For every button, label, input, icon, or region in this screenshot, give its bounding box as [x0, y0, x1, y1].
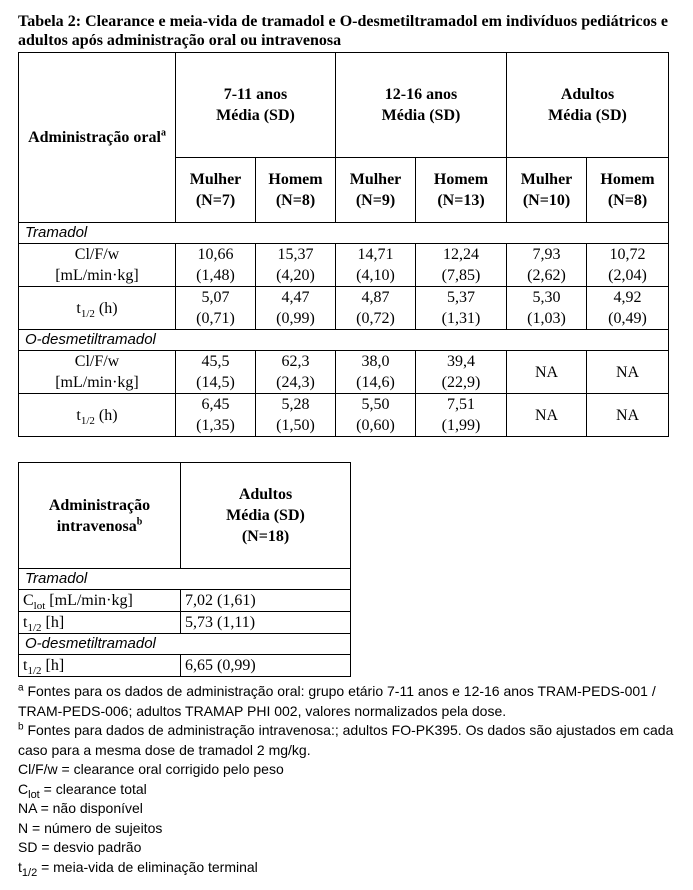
- param-half-life: $t_{1/2}$ [h]: [19, 655, 181, 677]
- table-cell: 4,47 (0,99): [256, 287, 336, 330]
- table-caption: Tabela 2: Clearance e meia-vida de tramadol e O-desmetiltramadol em indivíduos pediátricos e adultos após administração oral ou intravenosa: [18, 13, 668, 49]
- definition-n: N = número de sujeitos: [18, 819, 163, 836]
- table-cell: 5,37 (1,31): [416, 287, 507, 330]
- oral-administration-table: [18, 52, 669, 437]
- section-tramadol: Tramadol: [19, 223, 669, 244]
- definition-half-life: $t_{1/2}$ = meia-vida de eliminação terminal: [18, 858, 258, 879]
- table-cell: 7,02 (1,61): [181, 590, 351, 612]
- table-cell: 7,93 (2,62): [507, 244, 587, 287]
- table-cell: 62,3 (24,3): [256, 351, 336, 394]
- definition-na: NA = não disponível: [18, 800, 143, 816]
- col-header: Homem (N=8): [256, 158, 336, 223]
- col-header: Mulher (N=9): [336, 158, 416, 223]
- table-cell: 7,51 (1,99): [416, 394, 507, 437]
- table-cell: 15,37 (4,20): [256, 244, 336, 287]
- param-total-clearance: $C_{lot}$ [mL/min·kg]: [19, 590, 181, 612]
- table-cell: 4,92 (0,49): [587, 287, 669, 330]
- table-cell: 38,0 (14,6): [336, 351, 416, 394]
- na-cell: NA: [587, 394, 669, 437]
- group-header-adults: Adultos Média (SD): [507, 53, 669, 158]
- na-cell: NA: [587, 351, 669, 394]
- table-cell: 5,30 (1,03): [507, 287, 587, 330]
- footnotes: [18, 682, 678, 877]
- table-cell: 5,07 (0,71): [176, 287, 256, 330]
- oral-row-header: Administração oral$^a$: [19, 53, 176, 223]
- param-half-life: $t_{1/2}$ [h]: [19, 612, 181, 634]
- section-tramadol: Tramadol: [19, 569, 351, 590]
- group-header-12-16: 12-16 anos Média (SD): [336, 53, 507, 158]
- table-cell: 5,73 (1,11): [181, 612, 351, 634]
- iv-col-header: Adultos Média (SD) (N=18): [181, 463, 351, 569]
- param-half-life: $t_{1/2}$ (h): [19, 394, 176, 437]
- table-cell: 5,28 (1,50): [256, 394, 336, 437]
- definition-sd: SD = desvio padrão: [18, 839, 142, 855]
- table-cell: 10,66 (1,48): [176, 244, 256, 287]
- table-cell: 6,45 (1,35): [176, 394, 256, 437]
- iv-row-header: Administração intravenosa$^b$: [19, 463, 181, 569]
- group-header-7-11: 7-11 anos Média (SD): [176, 53, 336, 158]
- table-cell: 5,50 (0,60): [336, 394, 416, 437]
- col-header: Homem (N=13): [416, 158, 507, 223]
- table-cell: 4,87 (0,72): [336, 287, 416, 330]
- definition-clot: $C_{lot}$ = clearance total: [18, 780, 147, 801]
- footnote-b: $^b$ Fontes para dados de administração intravenosa:; adultos FO-PK395. Os dados são ajustados em cada caso para a mesma dose de tramadol 2 mg/kg.: [18, 721, 674, 758]
- section-o-desmetiltramadol: O-desmetiltramadol: [19, 330, 669, 351]
- na-cell: NA: [507, 394, 587, 437]
- col-header: Mulher (N=10): [507, 158, 587, 223]
- table-cell: 6,65 (0,99): [181, 655, 351, 677]
- na-cell: NA: [507, 351, 587, 394]
- param-clearance: Cl/F/w [mL/min·kg]: [19, 244, 176, 287]
- footnote-a: $^a$ Fontes para os dados de administração oral: grupo etário 7-11 anos e 12-16 anos TRAM-PEDS-001 / TRAM-PEDS-006; adultos TRAMAP PHI 002, valores normalizados pela dose.: [18, 682, 656, 719]
- definition-cl: Cl/F/w = clearance oral corrigido pelo peso: [18, 761, 284, 777]
- table-cell: 45,5 (14,5): [176, 351, 256, 394]
- table-cell: 14,71 (4,10): [336, 244, 416, 287]
- col-header: Mulher (N=7): [176, 158, 256, 223]
- table-cell: 39,4 (22,9): [416, 351, 507, 394]
- table-cell: 10,72 (2,04): [587, 244, 669, 287]
- col-header: Homem (N=8): [587, 158, 669, 223]
- intravenous-administration-table: [18, 462, 351, 677]
- param-clearance: Cl/F/w [mL/min·kg]: [19, 351, 176, 394]
- table-cell: 12,24 (7,85): [416, 244, 507, 287]
- section-o-desmetiltramadol: O-desmetiltramadol: [19, 634, 351, 655]
- param-half-life: $t_{1/2}$ (h): [19, 287, 176, 330]
